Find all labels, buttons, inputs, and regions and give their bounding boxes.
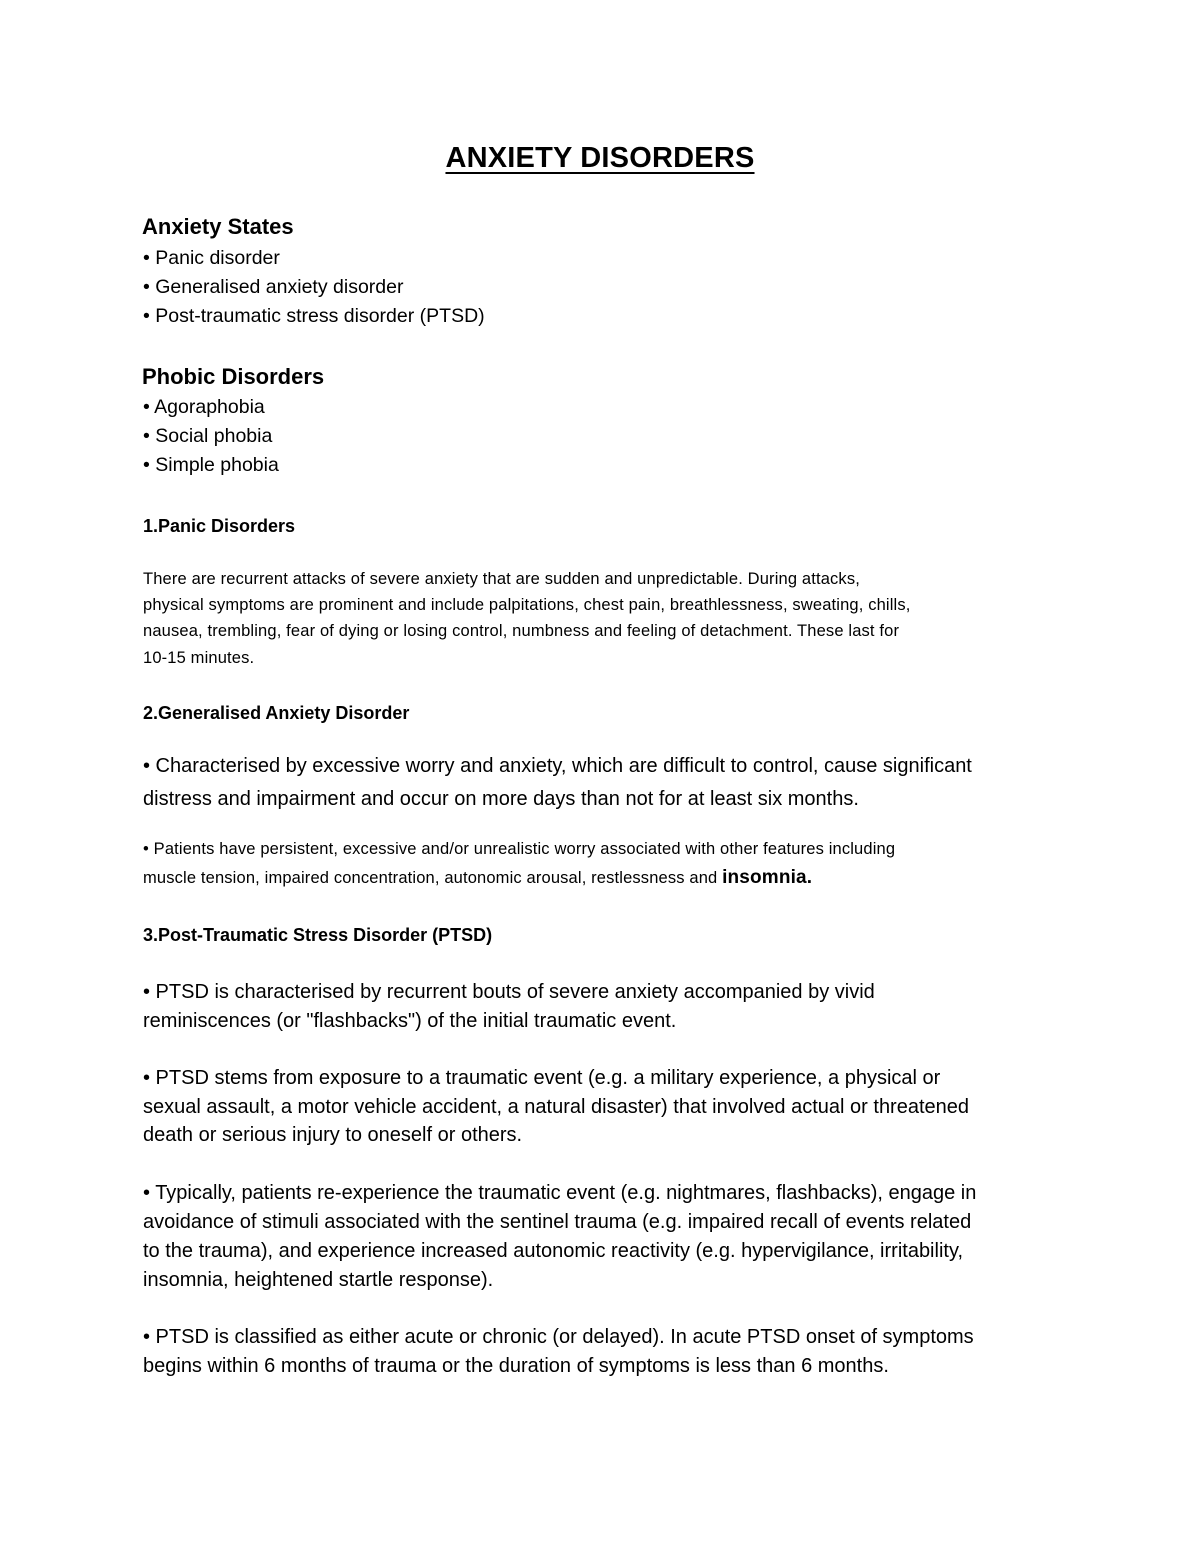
paragraph-line: • Typically, patients re-experience the traumatic event (e.g. nightmares, flashbacks), engage in	[143, 1182, 977, 1204]
panic-disorders-heading: 1.Panic Disorders	[143, 516, 296, 536]
paragraph-line: begins within 6 months of trauma or the duration of symptoms is less than 6 months.	[143, 1355, 889, 1377]
paragraph-line: death or serious injury to oneself or others.	[143, 1124, 523, 1146]
paragraph-line	[143, 867, 812, 889]
paragraph-line: sexual assault, a motor vehicle accident, a natural disaster) that involved actual or threatened	[143, 1096, 970, 1118]
paragraph-line: • PTSD is classified as either acute or chronic (or delayed). In acute PTSD onset of symptoms	[143, 1326, 974, 1348]
paragraph-line: physical symptoms are prominent and include palpitations, chest pain, breathlessness, sweating, chills,	[143, 596, 911, 614]
paragraph-line: There are recurrent attacks of severe anxiety that are sudden and unpredictable. During attacks,	[143, 570, 860, 588]
list-item: • Social phobia	[143, 425, 273, 447]
list-item: • Simple phobia	[143, 454, 279, 476]
list-item: • Generalised anxiety disorder	[143, 276, 404, 298]
emphasis-text: insomnia.	[722, 867, 813, 888]
paragraph-line: to the trauma), and experience increased autonomic reactivity (e.g. hypervigilance, irritability,	[143, 1240, 964, 1262]
list-item: • Agoraphobia	[143, 396, 265, 418]
paragraph-line: reminiscences (or "flashbacks") of the initial traumatic event.	[143, 1010, 677, 1032]
paragraph-line: • PTSD is characterised by recurrent bouts of severe anxiety accompanied by vivid	[143, 981, 875, 1003]
page-title: ANXIETY DISORDERS	[445, 142, 755, 174]
list-item: • Post-traumatic stress disorder (PTSD)	[143, 305, 485, 327]
paragraph-line: • PTSD stems from exposure to a traumatic event (e.g. a military experience, a physical or	[143, 1067, 941, 1089]
paragraph-line: 10-15 minutes.	[143, 649, 255, 667]
anxiety-states-heading: Anxiety States	[142, 214, 294, 239]
gad-heading: 2.Generalised Anxiety Disorder	[143, 703, 410, 723]
paragraph-text: muscle tension, impaired concentration, autonomic arousal, restlessness and	[143, 869, 723, 887]
ptsd-heading: 3.Post-Traumatic Stress Disorder (PTSD)	[143, 925, 493, 945]
paragraph-line: insomnia, heightened startle response).	[143, 1269, 494, 1291]
paragraph-line: distress and impairment and occur on more days than not for at least six months.	[143, 788, 859, 810]
phobic-disorders-heading: Phobic Disorders	[142, 364, 325, 389]
paragraph-line: • Patients have persistent, excessive and/or unrealistic worry associated with other features including	[143, 840, 896, 858]
paragraph-line: nausea, trembling, fear of dying or losing control, numbness and feeling of detachment. These last for	[143, 622, 900, 640]
list-item: • Panic disorder	[143, 247, 280, 269]
paragraph-line: • Characterised by excessive worry and anxiety, which are difficult to control, cause significant	[143, 755, 972, 777]
paragraph-line: avoidance of stimuli associated with the sentinel trauma (e.g. impaired recall of events related	[143, 1211, 972, 1233]
